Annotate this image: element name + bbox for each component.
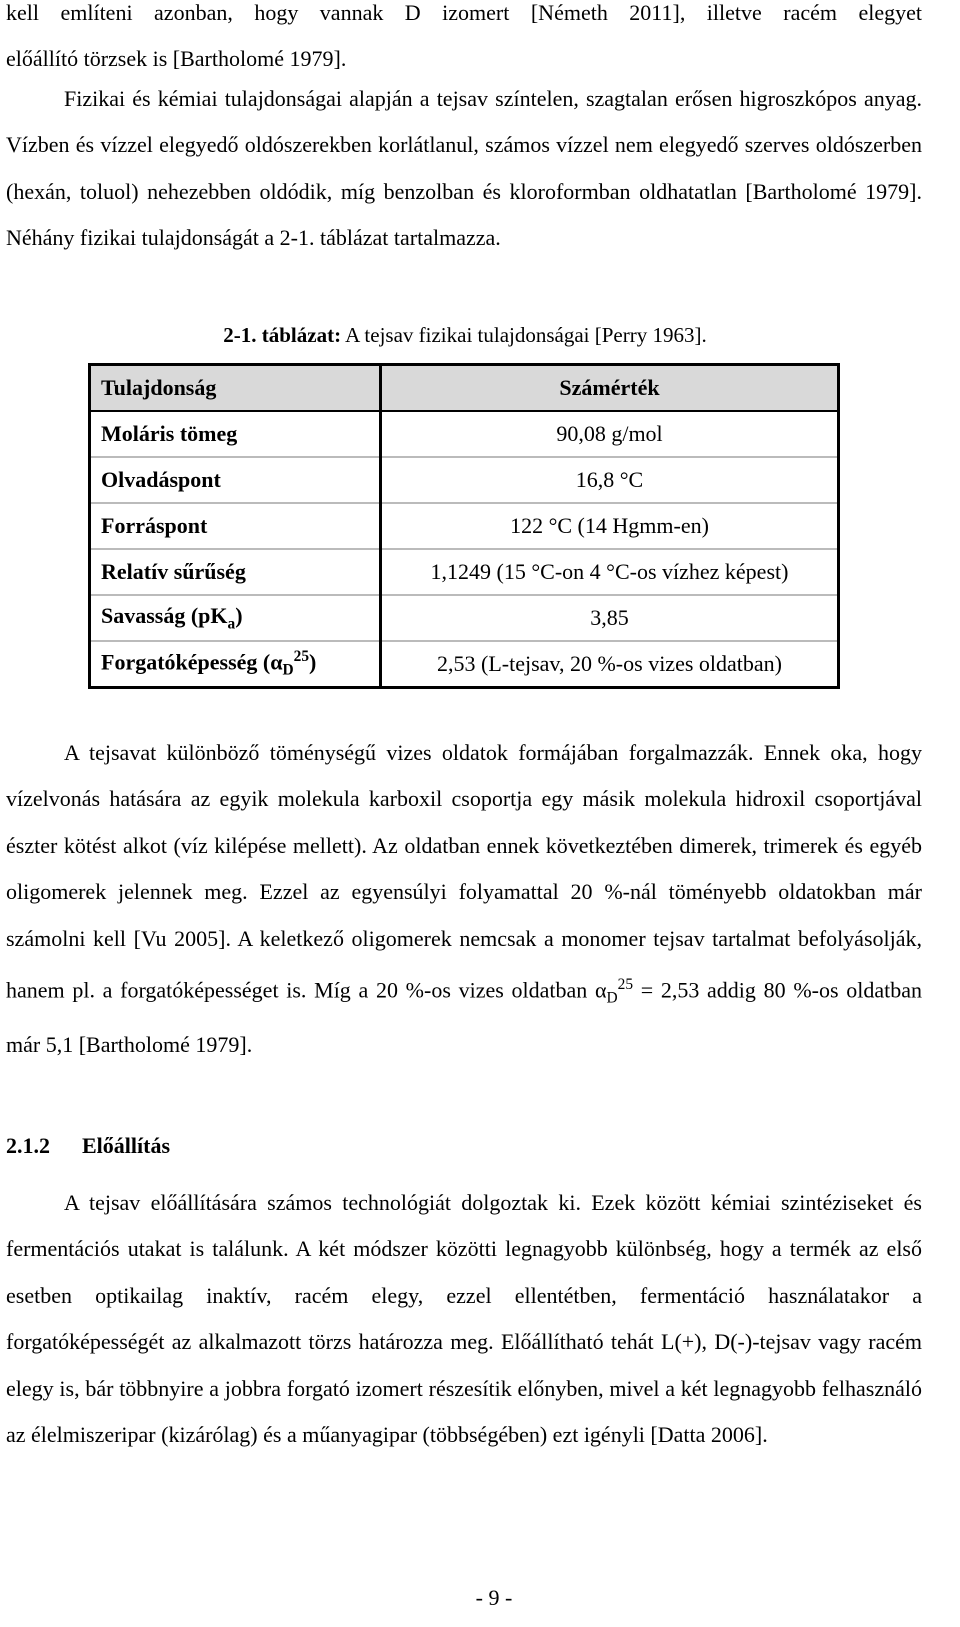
property-value: 122 °C (14 Hgmm-en): [381, 503, 839, 549]
property-value: 16,8 °C: [381, 457, 839, 503]
property-name: Olvadáspont: [90, 457, 381, 503]
property-name: Moláris tömeg: [90, 411, 381, 457]
property-value: 3,85: [381, 595, 839, 641]
property-name: Forráspont: [90, 503, 381, 549]
properties-table: [88, 363, 840, 689]
property-name-text: Forgatóképesség (α: [101, 649, 283, 675]
paragraph-oligomers: [6, 730, 922, 1069]
header-property: Tulajdonság: [90, 365, 381, 412]
paragraph-text: A tejsavat különböző töménységű vizes oldatok formájában forgalmazzák. Ennek oka, hogy vízelvonás hatására az egyik molekula karboxil csoportja egy másik molekula hidroxil csoportjával észter kötést alkot (víz kilépése mellett). Az oldatban ennek következtében dimerek, trimerek és egyéb oligomerek jelennek meg. Ezzel az egyensúlyi folyamattal 20 %-nál töményebb oldatokban már számolni kell [Vu 2005]. A keletkező oligomerek nemcsak a monomer tejsav tartalmat befolyásolják, hanem pl. a forgatóképességet is. Míg a 20 %-os vizes oldatban: [6, 740, 922, 1003]
table-row: [90, 411, 839, 457]
property-name-end: ): [309, 649, 317, 675]
paragraph-line: kell említeni azonban, hogy vannak D izomert [Németh 2011], illetve racém elegyet: [6, 0, 922, 25]
property-value: 2,53 (L-tejsav, 20 %-os vizes oldatban): [381, 641, 839, 688]
property-name-subscript: a: [227, 615, 236, 633]
table-row: [90, 457, 839, 503]
table-row: [90, 641, 839, 688]
paragraph-text: = 2,53 addig 80 %-os oldatban már 5,1 [Bartholomé 1979].: [6, 977, 922, 1058]
property-name: Relatív sűrűség: [90, 549, 381, 595]
section-number: 2.1.2: [6, 1133, 50, 1158]
property-name-superscript: 25: [293, 648, 310, 666]
property-value: 90,08 g/mol: [381, 411, 839, 457]
header-value: Számérték: [381, 365, 839, 412]
table-row: [90, 503, 839, 549]
table-caption: [0, 320, 930, 350]
property-name-end: ): [235, 602, 243, 628]
caption-text: A tejsav fizikai tulajdonságai [Perry 1963].: [341, 323, 707, 347]
page-number: - 9 -: [475, 1585, 513, 1610]
caption-label: 2-1. táblázat:: [223, 323, 342, 347]
paragraph-line: előállító törzsek is [Bartholomé 1979].: [6, 46, 347, 71]
table-row: [90, 595, 839, 641]
property-name-text: Savasság (pK: [101, 602, 228, 628]
section-heading: [6, 1126, 170, 1166]
paragraph-production: A tejsav előállítására számos technológiát dolgoztak ki. Ezek között kémiai szintéziseket és fermentációs utakat is találunk. A két módszer közötti legnagyobb különbség, hogy a termék az első esetben optikailag inaktív, racém elegy, ezzel ellentétben, fermentáció használatakor a forgatóképességét az alkalmazott törzs határozza meg. Előállítható tehát L(+), D(-)-tejsav vagy racém elegy is, bár többnyire a jobbra forgató izomert részesítik előnyben, mivel a két legnagyobb felhasználó az élelmiszeripar (kizárólag) és a műanyagipar (többségében) ezt igényli [Datta 2006].: [6, 1190, 922, 1448]
paragraph-properties: Fizikai és kémiai tulajdonságai alapján a tejsav színtelen, szagtalan erősen higroszkópos anyag. Vízben és vízzel elegyedő oldószerekben korlátlanul, számos vízzel nem elegyedő szerves oldószerben (hexán, toluol) nehezebben oldódik, míg benzolban és kloroformban oldhatatlan [Bartholomé 1979]. Néhány fizikai tulajdonságát a 2-1. táblázat tartalmazza.: [6, 86, 922, 251]
property-value: 1,1249 (15 °C-on 4 °C-os vízhez képest): [381, 549, 839, 595]
property-name: [90, 641, 381, 688]
property-name: [90, 595, 381, 641]
alpha-subscript: D: [606, 989, 618, 1007]
table-row: [90, 549, 839, 595]
alpha-superscript: 25: [617, 976, 634, 994]
table-header-row: [90, 365, 839, 412]
property-name-subscript: D: [282, 661, 294, 679]
alpha-symbol: α: [594, 977, 607, 1003]
section-title: Előállítás: [82, 1133, 171, 1158]
